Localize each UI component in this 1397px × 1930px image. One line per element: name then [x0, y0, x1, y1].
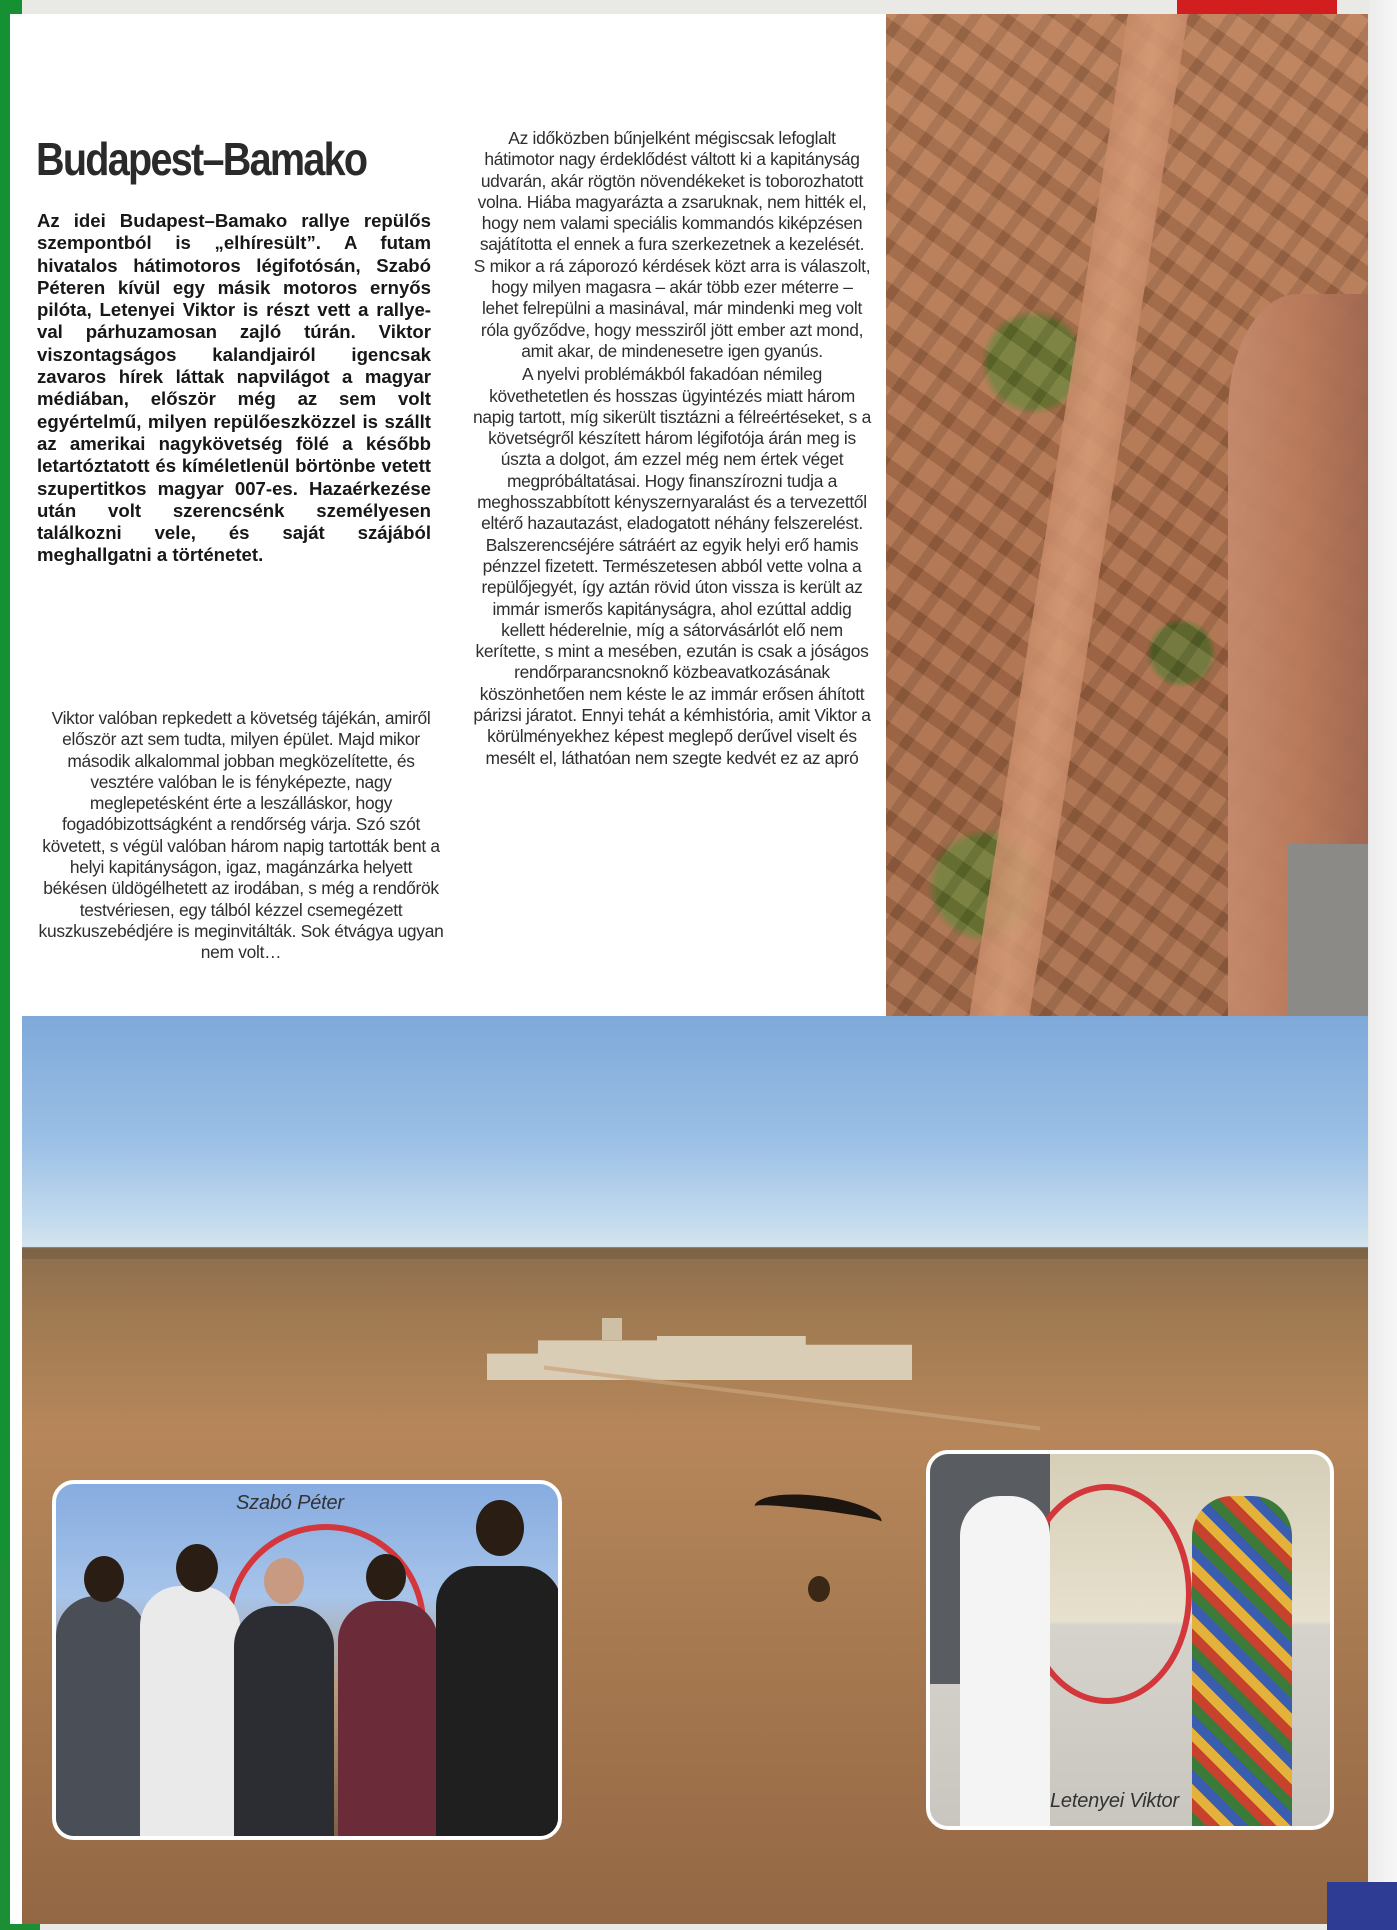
aerial-village-photo — [886, 14, 1368, 1176]
paramotor-pilot-shadow — [808, 1576, 830, 1602]
body-column-2-paragraph-1: Az időközben bűnjelként mégiscsak lefoglalt hátimotor nagy érdeklődést váltott ki a kapitányság udvarán, akár rögtön növendékeket is toborozhatott volna. Hiába magyarázta a zsaruknak, nem hitték el, hogy nem valami speciális kommandós kiképzésen sajátította el ennek a fura szerkezetnek a kezelését. S mikor a rá záporozó kérdések közt arra is válaszolt, hogy milyen magasra – akár több ezer méterre – lehet felrepülni a masinával, már mindenki meg volt róla győződve, hogy messziről jött ember azt mond, amit akar, de mindenesetre igen gyanús. — [473, 128, 871, 361]
horizon-line — [22, 1247, 1368, 1259]
person-2 — [140, 1586, 240, 1836]
article-lead: Az idei Budapest–Bamako rallye repülős szempontból is „elhíresült”. A futam hivatalos hátimotoros légifotósán, Szabó Péteren kívül egy másik motoros ernyős pilóta, Letenyei Viktor is részt vett a rallye-val párhuzamosan zajló túrán. Viktor viszontagságos kalandjairól igencsak zavaros hírek láttak napvilágot a magyar médiában, először még az sem volt egyértelmű, milyen repülőeszközzel is szállt az amerikai nagykövetség fölé a később letartóztatott és kíméletlenül börtönbe vetett szupertitkos magyar 007-es. Hazaérkezése után volt szerencsénk személyesen találkozni vele, és saját szájából meghallgatni a történetet. — [37, 210, 431, 566]
head-2 — [176, 1544, 218, 1592]
body-column-2 — [472, 128, 872, 769]
person-5 — [436, 1566, 562, 1836]
person-1 — [56, 1596, 146, 1836]
woman-figure — [1192, 1496, 1292, 1826]
group-photo-szabo-peter — [52, 1480, 562, 1840]
viktor-figure — [960, 1496, 1050, 1826]
caption-szabo-peter: Szabó Péter — [236, 1492, 344, 1514]
water-tower — [602, 1318, 622, 1340]
red-tab-edge — [1177, 0, 1337, 14]
photo-letenyei-viktor — [926, 1450, 1334, 1830]
person-3 — [234, 1606, 334, 1836]
person-4 — [338, 1601, 438, 1836]
aerial-street — [944, 14, 1188, 1176]
head-5 — [476, 1500, 524, 1556]
caption-letenyei-viktor: Letenyei Viktor — [1050, 1790, 1179, 1812]
head-1 — [84, 1556, 124, 1602]
blue-corner-edge — [1327, 1882, 1397, 1930]
desert-building — [487, 1336, 912, 1380]
body-column-2-paragraph-2: A nyelvi problémákból fakadóan némileg követhetetlen és hosszas ügyintézés miatt három napig tartott, míg sikerült tisztázni a félreértéseket, s a követségről készített három légifotója árán meg is úszta a dolgot, ám ezzel még nem értek véget megpróbáltatásai. Hogy finanszírozni tudja a meghosszabbított kényszernyaralást és a tervezettől eltérő hazautazást, eladogatott néhány felszerelést. Balszerencséjére sátráért az egyik helyi erő hamis pénzzel fizetett. Természetesen abból vette volna a repülőjegyét, így aztán rövid úton vissza is került az immár ismerős kapitányságra, ahol ezúttal addig kellett héderelnie, míg a sátorvásárlót elő nem kerítette, s mint a mesében, ezután is csak a jóságos rendőrparancsnoknő közbeavatkozásának köszönhetően nem késte le az immár erősen áhított párizsi járatot. Ennyi tehát a kémhistória, amit Viktor a körülményekhez képest meglepő derűvel viselt és mesélt el, láthatóan nem szegte kedvét ez az apró — [473, 364, 871, 768]
paramotor-wing-shadow — [752, 1488, 883, 1539]
magazine-page — [10, 14, 1368, 1924]
head-4 — [366, 1554, 406, 1600]
head-3 — [264, 1558, 304, 1604]
body-column-1: Viktor valóban repkedett a követség tájékán, amiről először azt sem tudta, milyen épület. Majd mikor második alkalommal jobban megközelítette, és vesztére valóban le is fényképezte, nagy meglepetésként érte a leszálláskor, hogy fogadóbizottságként a rendőrség várja. Szó szót követett, s végül valóban három napig tartották bent a helyi kapitányságon, igaz, magánzárka helyett békésen üldögélhetett az irodában, s még a rendőrök testvériesen, egy tálból kézzel csemegézett kuszkuszebédjére is meginvitálták. Sok étvágya ugyan nem volt… — [38, 708, 444, 963]
page-gutter — [1369, 0, 1397, 1930]
article-title: Budapest–Bamako — [36, 133, 367, 185]
